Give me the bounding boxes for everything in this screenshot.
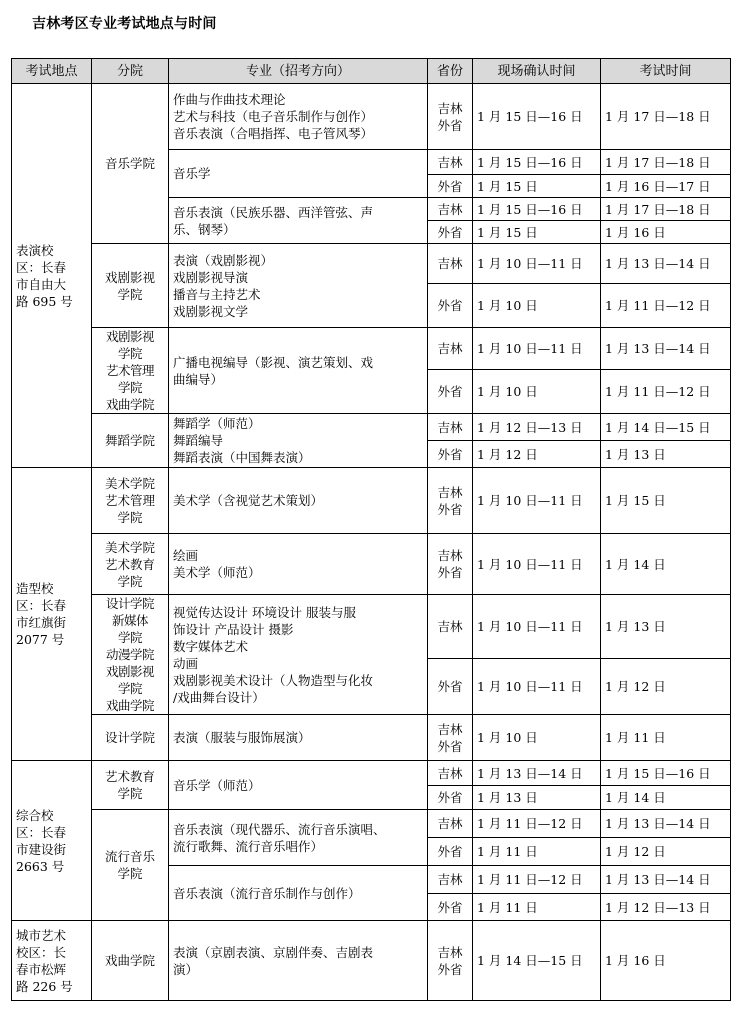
exam-time-cell: 1 月 12 日—13 日 — [601, 894, 731, 921]
exam-time-cell: 1 月 13 日 — [601, 595, 731, 659]
province-cell: 吉林 — [428, 150, 473, 175]
major-cell: 音乐学（师范） — [169, 761, 428, 810]
campus-location: 造型校 区：长春 市红旗街 2077 号 — [12, 468, 92, 761]
province-cell: 外省 — [428, 284, 473, 328]
province-cell: 吉林 — [428, 244, 473, 284]
major-cell: 音乐表演（流行音乐制作与创作） — [169, 866, 428, 921]
exam-time-cell: 1 月 11 日—12 日 — [601, 284, 731, 328]
province-cell: 外省 — [428, 175, 473, 198]
page-title: 吉林考区专业考试地点与时间 — [32, 16, 217, 32]
confirm-time-cell: 1 月 10 日 — [473, 284, 601, 328]
table-row — [12, 921, 731, 1001]
exam-time-cell: 1 月 14 日—15 日 — [601, 414, 731, 441]
major-cell: 作曲与作曲技术理论 艺术与科技（电子音乐制作与创作） 音乐表演（合唱指挥、电子管风琴） — [169, 84, 428, 150]
exam-time-cell: 1 月 11 日 — [601, 715, 731, 761]
college-cell: 戏剧影视 学院 — [92, 244, 169, 328]
college-cell: 戏剧影视 学院 艺术管理 学院 戏曲学院 — [92, 328, 169, 414]
confirm-time-cell: 1 月 10 日—11 日 — [473, 244, 601, 284]
exam-time-cell: 1 月 12 日 — [601, 838, 731, 866]
major-cell: 广播电视编导（影视、演艺策划、戏 曲编导） — [169, 328, 428, 414]
province-cell: 吉林 外省 — [428, 468, 473, 534]
major-cell: 绘画 美术学（师范） — [169, 534, 428, 595]
province-cell: 吉林 外省 — [428, 921, 473, 1001]
confirm-time-cell: 1 月 10 日—11 日 — [473, 468, 601, 534]
province-cell: 外省 — [428, 838, 473, 866]
province-cell: 吉林 外省 — [428, 715, 473, 761]
confirm-time-cell: 1 月 11 日 — [473, 838, 601, 866]
province-cell: 吉林 — [428, 866, 473, 894]
header-location: 考试地点 — [12, 59, 92, 84]
exam-time-cell: 1 月 17 日—18 日 — [601, 84, 731, 150]
exam-time-cell: 1 月 13 日—14 日 — [601, 866, 731, 894]
college-cell: 流行音乐 学院 — [92, 810, 169, 921]
exam-time-cell: 1 月 16 日 — [601, 921, 731, 1001]
table-header-row — [12, 59, 731, 84]
major-cell: 音乐学 — [169, 150, 428, 198]
province-cell: 吉林 外省 — [428, 534, 473, 595]
confirm-time-cell: 1 月 15 日—16 日 — [473, 84, 601, 150]
confirm-time-cell: 1 月 13 日—14 日 — [473, 761, 601, 786]
college-cell: 舞蹈学院 — [92, 414, 169, 468]
major-cell: 舞蹈学（师范） 舞蹈编导 舞蹈表演（中国舞表演） — [169, 414, 428, 468]
header-confirm-time: 现场确认时间 — [473, 59, 601, 84]
confirm-time-cell: 1 月 11 日—12 日 — [473, 810, 601, 838]
confirm-time-cell: 1 月 15 日—16 日 — [473, 150, 601, 175]
province-cell: 吉林 — [428, 595, 473, 659]
exam-time-cell: 1 月 13 日 — [601, 441, 731, 468]
confirm-time-cell: 1 月 10 日—11 日 — [473, 534, 601, 595]
table-row — [12, 810, 731, 838]
college-cell: 设计学院 — [92, 715, 169, 761]
province-cell: 外省 — [428, 894, 473, 921]
exam-time-cell: 1 月 12 日 — [601, 659, 731, 715]
campus-location: 城市艺术 校区：长 春市松辉 路 226 号 — [12, 921, 92, 1001]
header-exam-time: 考试时间 — [601, 59, 731, 84]
header-province: 省份 — [428, 59, 473, 84]
table-row — [12, 595, 731, 659]
confirm-time-cell: 1 月 10 日—11 日 — [473, 659, 601, 715]
table-row — [12, 715, 731, 761]
table-row — [12, 534, 731, 595]
college-cell: 音乐学院 — [92, 84, 169, 244]
exam-time-cell: 1 月 14 日 — [601, 786, 731, 810]
exam-time-cell: 1 月 16 日 — [601, 221, 731, 244]
exam-time-cell: 1 月 13 日—14 日 — [601, 810, 731, 838]
table-row — [12, 761, 731, 786]
exam-time-cell: 1 月 13 日—14 日 — [601, 244, 731, 284]
major-cell: 美术学（含视觉艺术策划） — [169, 468, 428, 534]
confirm-time-cell: 1 月 15 日—16 日 — [473, 198, 601, 221]
confirm-time-cell: 1 月 10 日 — [473, 370, 601, 414]
major-cell: 视觉传达设计 环境设计 服装与服 饰设计 产品设计 摄影 数字媒体艺术 动画 戏剧影视美术设计（人物造型与化妆 /戏曲舞台设计） — [169, 595, 428, 715]
major-cell: 表演（服装与服饰展演） — [169, 715, 428, 761]
table-row — [12, 84, 731, 150]
exam-time-cell: 1 月 16 日—17 日 — [601, 175, 731, 198]
confirm-time-cell: 1 月 11 日 — [473, 894, 601, 921]
confirm-time-cell: 1 月 15 日 — [473, 221, 601, 244]
table-row — [12, 414, 731, 441]
table-row — [12, 328, 731, 370]
header-college: 分院 — [92, 59, 169, 84]
college-cell: 美术学院 艺术管理 学院 — [92, 468, 169, 534]
campus-location: 综合校 区：长春 市建设街 2663 号 — [12, 761, 92, 921]
confirm-time-cell: 1 月 10 日 — [473, 715, 601, 761]
province-cell: 吉林 — [428, 198, 473, 221]
province-cell: 吉林 — [428, 761, 473, 786]
province-cell: 外省 — [428, 370, 473, 414]
college-cell: 设计学院 新媒体 学院 动漫学院 戏剧影视 学院 戏曲学院 — [92, 595, 169, 715]
exam-time-cell: 1 月 17 日—18 日 — [601, 150, 731, 175]
confirm-time-cell: 1 月 12 日 — [473, 441, 601, 468]
major-cell: 音乐表演（民族乐器、西洋管弦、声 乐、钢琴） — [169, 198, 428, 244]
province-cell: 吉林 外省 — [428, 84, 473, 150]
province-cell: 吉林 — [428, 328, 473, 370]
major-cell: 音乐表演（现代器乐、流行音乐演唱、 流行歌舞、流行音乐唱作） — [169, 810, 428, 866]
confirm-time-cell: 1 月 11 日—12 日 — [473, 866, 601, 894]
province-cell: 外省 — [428, 441, 473, 468]
major-cell: 表演（京剧表演、京剧伴奏、吉剧表 演） — [169, 921, 428, 1001]
major-cell: 表演（戏剧影视） 戏剧影视导演 播音与主持艺术 戏剧影视文学 — [169, 244, 428, 328]
header-major: 专业（招考方向） — [169, 59, 428, 84]
exam-time-cell: 1 月 14 日 — [601, 534, 731, 595]
exam-time-cell: 1 月 13 日—14 日 — [601, 328, 731, 370]
exam-time-cell: 1 月 15 日—16 日 — [601, 761, 731, 786]
confirm-time-cell: 1 月 13 日 — [473, 786, 601, 810]
campus-location: 表演校 区：长春 市自由大 路 695 号 — [12, 84, 92, 468]
province-cell: 外省 — [428, 786, 473, 810]
exam-time-cell: 1 月 17 日—18 日 — [601, 198, 731, 221]
confirm-time-cell: 1 月 10 日—11 日 — [473, 328, 601, 370]
college-cell: 戏曲学院 — [92, 921, 169, 1001]
confirm-time-cell: 1 月 15 日 — [473, 175, 601, 198]
college-cell: 美术学院 艺术教育 学院 — [92, 534, 169, 595]
exam-schedule-table — [11, 58, 731, 1001]
exam-time-cell: 1 月 15 日 — [601, 468, 731, 534]
confirm-time-cell: 1 月 10 日—11 日 — [473, 595, 601, 659]
table-row — [12, 468, 731, 534]
table-row — [12, 244, 731, 284]
province-cell: 外省 — [428, 659, 473, 715]
province-cell: 外省 — [428, 221, 473, 244]
province-cell: 吉林 — [428, 810, 473, 838]
exam-time-cell: 1 月 11 日—12 日 — [601, 370, 731, 414]
confirm-time-cell: 1 月 12 日—13 日 — [473, 414, 601, 441]
confirm-time-cell: 1 月 14 日—15 日 — [473, 921, 601, 1001]
college-cell: 艺术教育 学院 — [92, 761, 169, 810]
province-cell: 吉林 — [428, 414, 473, 441]
